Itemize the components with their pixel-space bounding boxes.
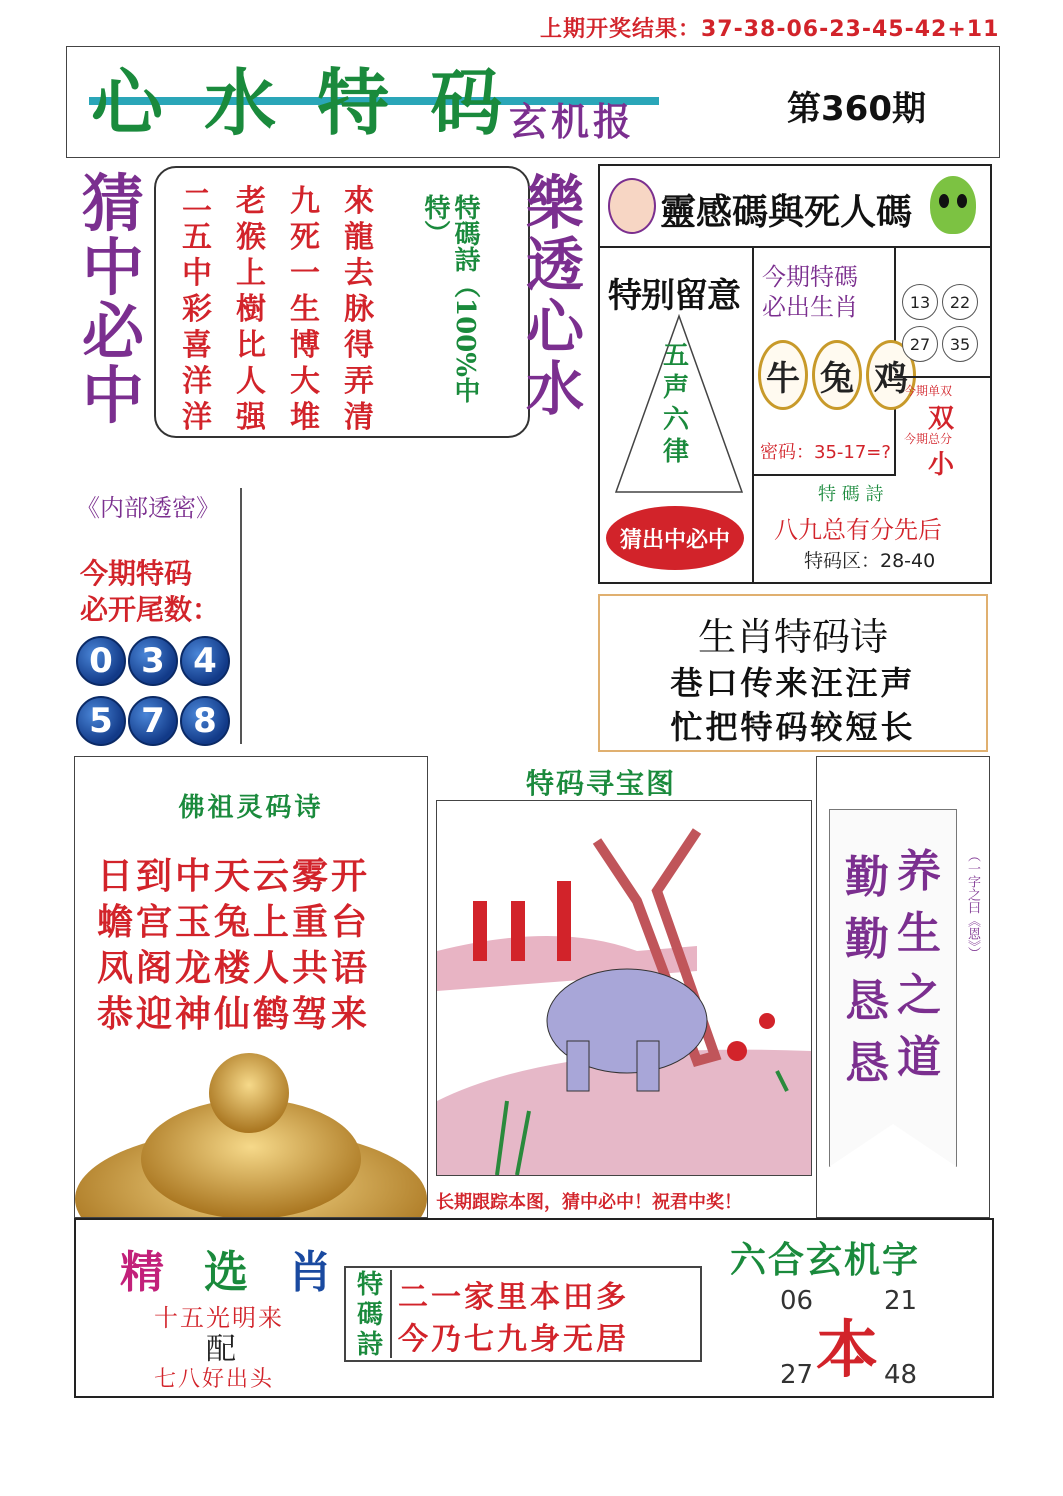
buddha-title: 佛祖灵码诗 [178,793,324,823]
header-frame [66,46,1000,158]
slogan-char: 透 [525,231,584,299]
secret-code: 密码：35-17=? [760,442,891,463]
poem-char: 樹 [236,292,266,327]
triangle-char: 声 [662,373,689,403]
bottom-left-line1: 十五光明来 [154,1304,284,1332]
poem-char: 博 [290,328,320,363]
bottom-left-title-char: 选 [204,1247,248,1298]
bottom-poem-label-char: 特 [356,1270,383,1300]
bottom-poem-label [350,1270,392,1358]
odd-even-value: 双 [928,404,955,434]
buddha-statue-image [75,1049,427,1217]
poem-char: 彩 [182,292,212,327]
number-ball: 8 [180,696,230,746]
slogan-char: 心 [525,293,584,361]
riddle-char: 恳 [845,976,889,1027]
odd-even-label: 今期单双 [904,384,953,398]
poem-char: 洋 [182,400,212,435]
riddle-col1 [843,847,891,1095]
number-ball: 3 [128,636,178,686]
number-ball: 4 [180,636,230,686]
slogan-char: 樂 [525,169,584,237]
poem-column [344,184,374,436]
zodiac-title [762,262,858,322]
tail-numbers [76,636,232,746]
poem-label: 特 碼 詩 [818,484,884,505]
poem-char: 比 [236,328,266,363]
bottom-left-line2: 七八好出头 [154,1367,275,1392]
circle-numbers [902,284,982,362]
poem-char: 二 [182,184,212,219]
poem-char: 弄 [344,364,374,399]
right-slogan [520,169,590,423]
zodiac-egg: 兔 [812,340,862,410]
riddle-char: 勤 [845,914,889,965]
ling-gan-title: 靈感碼與死人碼 [660,191,913,233]
poem-char: 清 [344,400,374,435]
bottom-poem-label-char: 碼 [356,1300,383,1330]
number-ball: 0 [76,636,126,686]
zodiac-eggs [758,340,916,410]
internal-line2: 必开尾数： [80,593,221,626]
riddle-char: 之 [897,970,941,1021]
skull-icon [930,176,976,234]
circle-number: 35 [942,326,978,362]
numbers-panel [894,248,990,480]
internal-line1: 今期特码 [80,557,193,590]
riddle-col2 [895,841,943,1089]
special-attention-panel [600,248,754,582]
slogan-char: 水 [525,355,584,423]
poem-char: 脉 [344,292,374,327]
bottom-left-mid: 配 [206,1332,236,1367]
riddle-char: 养 [897,846,941,897]
bottom-poem-label-char: 詩 [356,1330,383,1360]
poem-char: 上 [236,256,266,291]
buddha-poem [97,853,370,1037]
last-result-text: 上期开奖结果：37-38-06-23-45-42+11 [540,17,1000,42]
poem-grid-box [154,166,530,438]
guess-badge: 猜出中必中 [606,506,744,570]
poem-column [236,184,266,436]
bottom-poem-box [344,1266,702,1362]
zodiac-egg: 鸡 [866,340,916,410]
poem-column [182,184,212,436]
bottom-right-char: 本 [816,1313,879,1386]
poem-char: 强 [236,400,266,435]
poem-column [290,184,320,436]
circle-number: 22 [942,284,978,320]
skull-eye [957,194,967,208]
riddle-char: 生 [897,908,941,959]
poem-side-label: 特碼詩（100%中特） [420,194,480,403]
slogan-char: 中 [81,231,144,304]
triangle-text [656,340,696,468]
poem-char: 中 [182,256,212,291]
zodiac-poem-line1: 巷口传来汪汪声 [670,664,916,702]
bottom-right-num: 06 [780,1286,814,1316]
bottom-poem-line2: 今乃七九身无居 [398,1322,629,1357]
slogan-char: 中 [81,359,144,432]
bottom-right-num: 27 [780,1360,814,1390]
buddha-panel [74,756,428,1218]
buddha-poem-line: 蟾宫玉兔上重台 [97,901,371,943]
zodiac-poem-line2: 忙把特码较短长 [670,708,916,746]
poem-char: 去 [344,256,374,291]
bottom-left-title-char: 肖 [288,1247,332,1298]
zone-text: 特码区：28-40 [804,550,936,572]
size-label: 今期总分 [904,432,953,446]
issue-number: 第360期 [787,89,926,129]
triangle-char: 六 [662,405,689,435]
poem-char: 大 [290,364,320,399]
poem-char: 喜 [182,328,212,363]
elephant-illustration [437,801,811,1175]
bottom-right-title: 六合玄机字 [730,1239,921,1281]
poem-char: 猴 [236,220,266,255]
special-attention-text: 特别留意 [608,276,740,316]
zodiac-poem-panel [598,594,988,752]
triangle-char: 律 [662,437,689,467]
zodiac-panel [752,248,908,476]
ling-gan-panel [598,164,992,584]
poem-char: 生 [290,292,320,327]
riddle-char: 恳 [845,1038,889,1089]
riddle-hint: （一字之曰《恩》） [965,849,980,960]
poem-zone-panel [752,476,990,582]
circle-number: 13 [902,284,938,320]
size-value: 小 [928,450,955,480]
poem-char: 老 [236,184,266,219]
bottom-right-num: 48 [884,1360,918,1390]
riddle-panel [816,756,990,1218]
bottom-right-num: 21 [884,1286,918,1316]
poem-grid [182,184,374,436]
header-subtitle: 玄机报 [509,99,636,144]
slogan-char: 必 [81,295,144,368]
treasure-title: 特码寻宝图 [526,767,677,800]
poem-char: 死 [290,220,320,255]
zodiac-title-line: 必出生肖 [762,293,858,321]
poem-char: 龍 [344,220,374,255]
odd-even-panel [894,376,990,480]
poem-char: 洋 [182,364,212,399]
poem-char: 人 [236,364,266,399]
riddle-char: 道 [897,1032,941,1083]
slogan-char: 猜 [81,167,144,240]
bottom-left-title [120,1236,332,1300]
poem-char: 一 [290,256,320,291]
poem-char: 九 [290,184,320,219]
buddha-poem-line: 恭迎神仙鹤驾来 [97,993,371,1035]
buddha-poem-line: 凤阁龙楼人共语 [97,947,371,989]
zodiac-poem-title: 生肖特码诗 [697,615,888,659]
treasure-caption: 长期跟踪本图，猜中必中！祝君中奖！ [436,1192,742,1213]
riddle-char: 勤 [845,852,889,903]
number-ball: 7 [128,696,178,746]
internal-panel [72,488,242,744]
bottom-strip [74,1218,994,1398]
face-icon [608,178,656,234]
zodiac-egg: 牛 [758,340,808,410]
triangle-char: 五 [662,341,689,371]
number-ball: 5 [76,696,126,746]
zodiac-title-line: 今期特碼 [762,263,858,291]
left-slogan [78,167,148,432]
poem-char: 堆 [290,400,320,435]
poem-char: 五 [182,220,212,255]
poem-text: 八九总有分先后 [774,516,942,544]
treasure-map-image [436,800,812,1176]
bottom-left-title-char: 精 [120,1247,164,1298]
ling-gan-header [600,166,990,248]
bottom-poem-line1: 二一家里本田多 [398,1280,629,1315]
circle-number: 27 [902,326,938,362]
buddha-poem-line: 日到中天云雾开 [97,855,371,897]
internal-title: 《内部透密》 [76,494,220,522]
poem-char: 來 [344,184,374,219]
poem-char: 得 [344,328,374,363]
skull-eye [939,194,949,208]
header-title: 心 水 特 码 [91,60,511,145]
